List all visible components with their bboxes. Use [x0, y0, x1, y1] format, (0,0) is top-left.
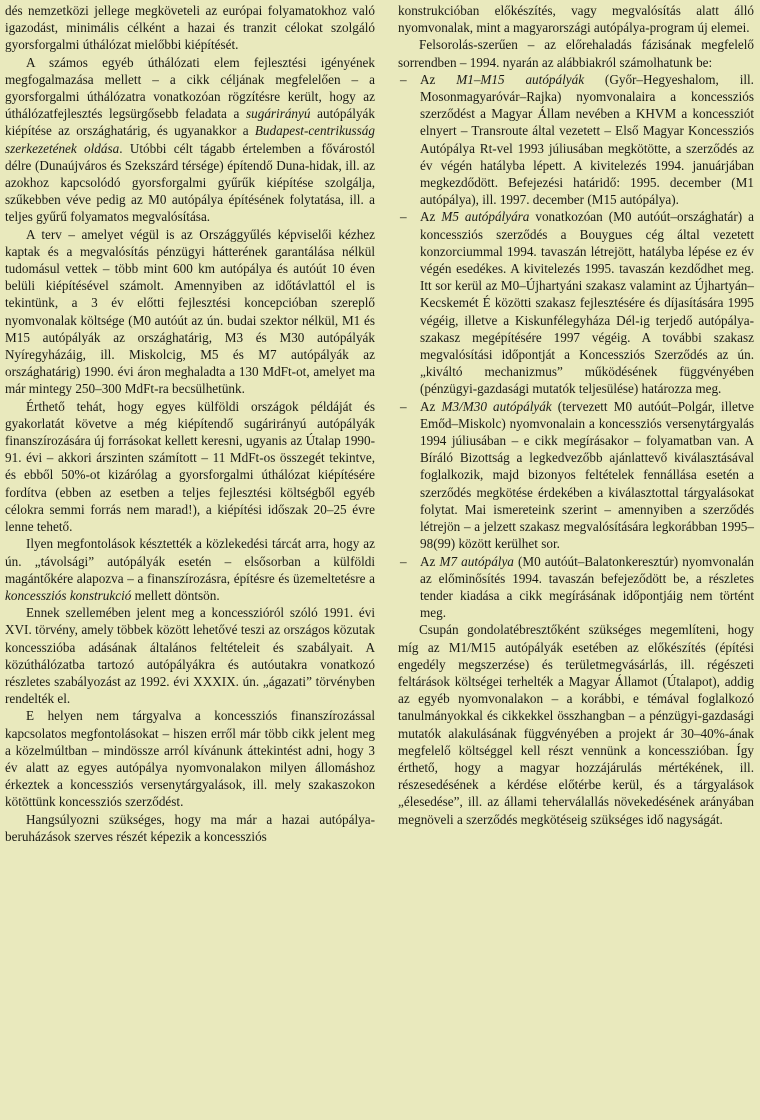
paragraph: A terv – amelyet végül is az Országgyűlés képviselői kézhez kaptak és a megvalósítás pénzügyi hátterének garantálása nélkül tudomásul vettek – több mint 600 km autópálya és autóút 10 éven belüli kiépítésével számolt. Amennyiben az időtávlattól el is tekintünk, a 3 év előtti fejlesztési koncepcióban szereplő nyomvonalak költsége (M0 autóút az ún. budai szektor nélkül, M1 és M15 autópályák az országhatárig, M3 és M30 autópályák Nyíregyházáig, ill. Miskolcig, M5 és M7 autópályák az országhatárig) 1990. évi áron meghaladta a 130 MdFt-ot, amelyet ma már mintegy 250–300 MdFt-ra becsülhetünk. [5, 226, 375, 397]
list-item-label: M5 autópályára [441, 209, 530, 225]
list-item-text: (tervezett M0 autóút–Polgár, illetve Emőd–Miskolc) nyomvonalain a koncessziós versenytárgyalás 1994 júliusában – e cikk megírásakor – folyamatban van. A Bíráló Bizottság a legkedvezőbb ajánlattevő kiválasztásával foglalkozik, majd bizonyos feltételek fennállása esetén a szerződés megkötése érdekében a kiválasztottal tárgyalásokat folytat. Mai ismereteink szerint – amennyiben a szerződés létrejön – a jelzett szakasz megvalósítására legkorábban 1995–98(99) között kerülhet sor. [420, 398, 755, 552]
paragraph: Felsorolás-szerűen – az előrehaladás fázisának megfelelő sorrendben – 1994. nyarán az alábbiakról számolhatunk be: [398, 37, 754, 70]
list-item-text: (Győr–Hegyeshalom, ill. Mosonmagyaróvár–Rajka) nyomvonalaira a koncessziós szerződést a Magyar Állam nevében a KHVM a koncessziót elnyert – Transroute által vezetett – Első Magyar Koncessziós Autópálya Rt-vel 1993 júliusában megkötötte, a szerződés az év végén hatályba lépett. A kivitelezés 1994. januárjában megkezdődött. Befejezési határidő: 1995. december (M1 autópálya), ill. 1997. december (M15 autópálya). [420, 71, 754, 208]
list-item-label: M3/M30 autópályák [441, 398, 552, 414]
motorway-list [398, 71, 754, 622]
paragraph-text: A számos egyéb úthálózati elem fejlesztési igényének megfogalmazása mellett – a cikk céljának megfelelően – a gyorsforgalmi úthálózatra vonatkozóan rögzítésre került, hogy az úthálózatfejlesztés legsürgősebb feladata a [5, 54, 375, 122]
emphasis-text: Budapest-centrikusság szerkezetének oldása [5, 123, 375, 156]
list-item-prefix: Az [420, 209, 442, 225]
list-item [398, 553, 754, 622]
list-item-prefix: Az [420, 398, 442, 414]
list-item [398, 208, 754, 397]
paragraph: Csupán gondolatébresztőként szükséges megemlíteni, hogy míg az M1/M15 autópályák esetében az előkészítés (építési engedély megszerzése) és területmegvásárlás, ill. régészeti feltárások költségei terhelték a Magyar Államot (Útalapot), addig az egyéb nyomvonalakon – a korábbi, e témával foglalkozó tanulmányokkal és cikkekkel összhangban – a pénzügyi-gazdasági mutatók alakulásának függvényében a projekt ár 30–40%-ának megfelelő költséggel kell részt vennünk a koncesszióban. Így érthető, hogy a magyar hozzájárulás mértékének, ill. részesedésének a kérdése előtérbe kerül, és a tárgyalások „élesedése”, ill. az állami teherválallás növekedésének arányában megnöveli a szerződés megkötéseig szükséges idő nagyságát. [398, 622, 754, 827]
emphasis-text: sugárirányú [246, 106, 311, 122]
paragraph: Hangsúlyozni szükséges, hogy ma már a hazai autópálya-beruházások szerves részét képezik a koncessziós [5, 811, 375, 844]
paragraph-text: mellett döntsön. [131, 587, 220, 603]
list-item-text: (M0 autóút–Balatonkeresztúr) nyomvonalán az előminősítés 1994. tavaszán befejeződött be, a részletes tender kiadása a cikk megírásának időpontjáig nem történt meg. [420, 553, 754, 621]
paragraph-text: autópályák kiépítése az országhatárig, és ugyanakkor a [5, 106, 376, 139]
list-item-label: M1–M15 autópályák [456, 71, 585, 87]
paragraph-text: Ilyen megfontolások késztették a közlekedési tárcát arra, hogy az ún. „távolsági” autópályák esetén – elsősorban a külföldi magántőkére alapozva – a finanszírozásra, építésre és üzemeltetésre a [5, 536, 375, 586]
list-item-text: vonatkozóan (M0 autóút–országhatár) a koncessziós szerződés a Bouygues cég által vezetett konzorciummal 1994. tavaszán létrejött, hatályba lépése ez év végén esedékes. A kivitelezés 1995. tavaszán kezdődhet meg. Itt sor kerül az M0–Újhartyáni szakasz valamint az Újhartyán–Kecskemét É közötti szakasz fejlesztésére és díjasítására 1995 végéig, illetve a Kiskunfélegyháza Dél-ig terjedő autópálya-szakasz megépítésére 1997 végéig. A további szakasz megvalósítási időpontját a Koncessziós Szerződés az ún. „kiváltó mechanizmus” működésének függvényében (pénzügyi-gazdasági mutatók teljesülése) határozza meg. [420, 209, 754, 397]
paragraph: E helyen nem tárgyalva a koncessziós finanszírozással kapcsolatos megfontolásokat – hiszen erről már több cikk jelent meg a közelmúltban – mindössze arról kívánunk áttekintést adni, hogy 3 év alatt az egyes autópálya nyomvonalakon milyen állomáshoz érkeztek a koncessziós versenytárgyalások, ill. mely szakaszokon kötöttünk koncessziós szerződést. [5, 708, 375, 810]
paragraph-text: . Utóbbi célt tágabb értelemben a fővárostól délre (Dunaújváros és Szekszárd térsége) építendő Duna-hidak, ill. az azokhoz kapcsolódó gyorsforgalmi gyűrűk kiépítése szolgálja, szűkebben véve pedig az M0 autópálya építésének folytatása, ill. a teljes gyűrű folyamatos megvalósítása. [5, 140, 375, 225]
paragraph: Ennek szellemében jelent meg a koncesszióról szóló 1991. évi XVI. törvény, amely többek között lehetővé teszi az országos közutak koncesszióba adásának általános feltételeit és szabályait. A közúthálózatba tartozó autópályákra és autóutakra vonatkozó részletes szabályozást az 1992. évi XXXIX. ún. „ágazati” törvényben rendelték el. [5, 605, 375, 707]
paragraph: Érthető tehát, hogy egyes külföldi országok példáját és gyakorlatát követve a még kiépítendő sugárirányú autópályák finanszírozására új forrásokat kellett keresni, ugyanis az Útalap 1990-91. évi – akkori árszinten számított – 11 MdFt-os összegét tekintve, és ebből 50%-ot kizárólag a gyorsforgalmi úthálózat kiépítésére fordítva (ebben az esetben a teljes fejlesztési költségből egyéb célokra semmi forrás nem marad!), a kiépítési időszak 20–25 évre lenne tehető. [5, 398, 375, 535]
left-column [5, 2, 375, 845]
paragraph: dés nemzetközi jellege megköveteli az európai folyamatokhoz való igazodást, minimális célként a hazai és tranzit célokat szolgáló gyorsforgalmi úthálózat mielőbbi kiépítését. [5, 3, 375, 53]
list-item [398, 71, 754, 209]
list-item-prefix: Az [420, 71, 457, 87]
right-column [398, 2, 754, 828]
list-item [398, 398, 754, 553]
paragraph [5, 54, 375, 226]
emphasis-text: koncessziós konstrukció [5, 587, 132, 603]
paragraph: konstrukcióban előkészítés, vagy megvalósítás alatt álló nyomvonalak, mint a magyarországi autópálya-program új elemei. [398, 3, 754, 36]
list-item-prefix: Az [420, 553, 440, 569]
paragraph [5, 535, 375, 604]
list-item-label: M7 autópálya [439, 553, 514, 569]
